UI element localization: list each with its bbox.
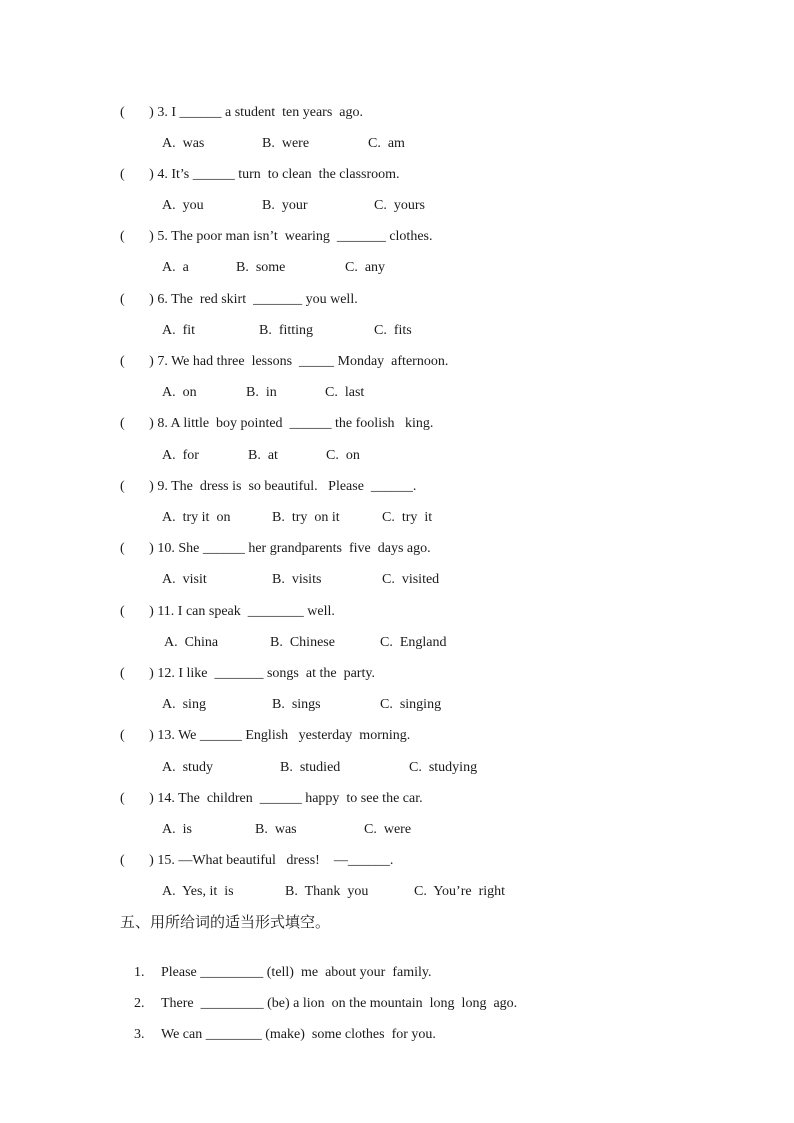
question-11: ( ) 11. I can speak ________ well. — [120, 604, 335, 619]
option-c: C. any — [345, 260, 386, 275]
question-5: ( ) 5. The poor man isn’t wearing _______ clothes. — [120, 229, 433, 244]
option-a: A. on — [162, 385, 197, 400]
option-a: A. is — [162, 822, 192, 837]
option-b: B. in — [246, 385, 277, 400]
question-10: ( ) 10. She ______ her grandparents five days ago. — [120, 541, 431, 556]
question-12: ( ) 12. I like _______ songs at the party. — [120, 666, 375, 681]
option-a: A. China — [164, 635, 219, 650]
option-b: B. Thank you — [285, 884, 369, 899]
question-3: ( ) 3. I ______ a student ten years ago. — [120, 105, 363, 120]
option-b: B. at — [248, 448, 278, 463]
option-a: A. a — [162, 260, 189, 275]
question-14: ( ) 14. The children ______ happy to see the car. — [120, 791, 423, 806]
option-b: B. were — [262, 136, 310, 151]
option-a: A. sing — [162, 697, 206, 712]
option-b: B. was — [255, 822, 297, 837]
question-4: ( ) 4. It’s ______ turn to clean the classroom. — [120, 167, 400, 182]
option-c: C. on — [326, 448, 360, 463]
question-6: ( ) 6. The red skirt _______ you well. — [120, 292, 358, 307]
question-9: ( ) 9. The dress is so beautiful. Please ______. — [120, 479, 417, 494]
fill-item-3 — [120, 1008, 436, 1062]
option-a: A. Yes, it is — [162, 884, 234, 899]
option-b: B. try on it — [272, 510, 340, 525]
option-a: A. you — [162, 198, 204, 213]
item-text: Please _________ (tell) me about your family. — [161, 965, 432, 980]
option-c: C. studying — [409, 760, 478, 775]
option-b: B. studied — [280, 760, 341, 775]
option-a: A. was — [162, 136, 205, 151]
option-a: A. try it on — [162, 510, 231, 525]
option-c: C. try it — [382, 510, 433, 525]
option-c: C. England — [380, 635, 447, 650]
item-number: 3. — [134, 1027, 145, 1042]
option-a: A. visit — [162, 572, 207, 587]
option-b: B. Chinese — [270, 635, 335, 650]
option-b: B. sings — [272, 697, 321, 712]
question-15: ( ) 15. —What beautiful dress! —______. — [120, 853, 394, 868]
item-number: 2. — [134, 996, 145, 1011]
option-a: A. for — [162, 448, 199, 463]
option-a: A. fit — [162, 323, 196, 338]
option-b: B. your — [262, 198, 308, 213]
option-c: C. fits — [374, 323, 412, 338]
question-7: ( ) 7. We had three lessons _____ Monday afternoon. — [120, 354, 449, 369]
option-c: C. were — [364, 822, 412, 837]
option-b: B. visits — [272, 572, 322, 587]
section-5-heading: 五、用所给词的适当形式填空。 — [120, 913, 331, 931]
option-c: C. am — [368, 136, 405, 151]
question-8: ( ) 8. A little boy pointed ______ the foolish king. — [120, 416, 434, 431]
option-c: C. last — [325, 385, 365, 400]
option-b: B. some — [236, 260, 286, 275]
item-number: 1. — [134, 965, 145, 980]
option-a: A. study — [162, 760, 213, 775]
option-c: C. visited — [382, 572, 440, 587]
question-13: ( ) 13. We ______ English yesterday morning. — [120, 728, 411, 743]
option-c: C. yours — [374, 198, 425, 213]
item-text: We can ________ (make) some clothes for you. — [161, 1027, 436, 1042]
option-c: C. You’re right — [414, 884, 506, 899]
option-b: B. fitting — [259, 323, 314, 338]
item-text: There _________ (be) a lion on the mountain long long ago. — [161, 996, 518, 1011]
option-c: C. singing — [380, 697, 442, 712]
